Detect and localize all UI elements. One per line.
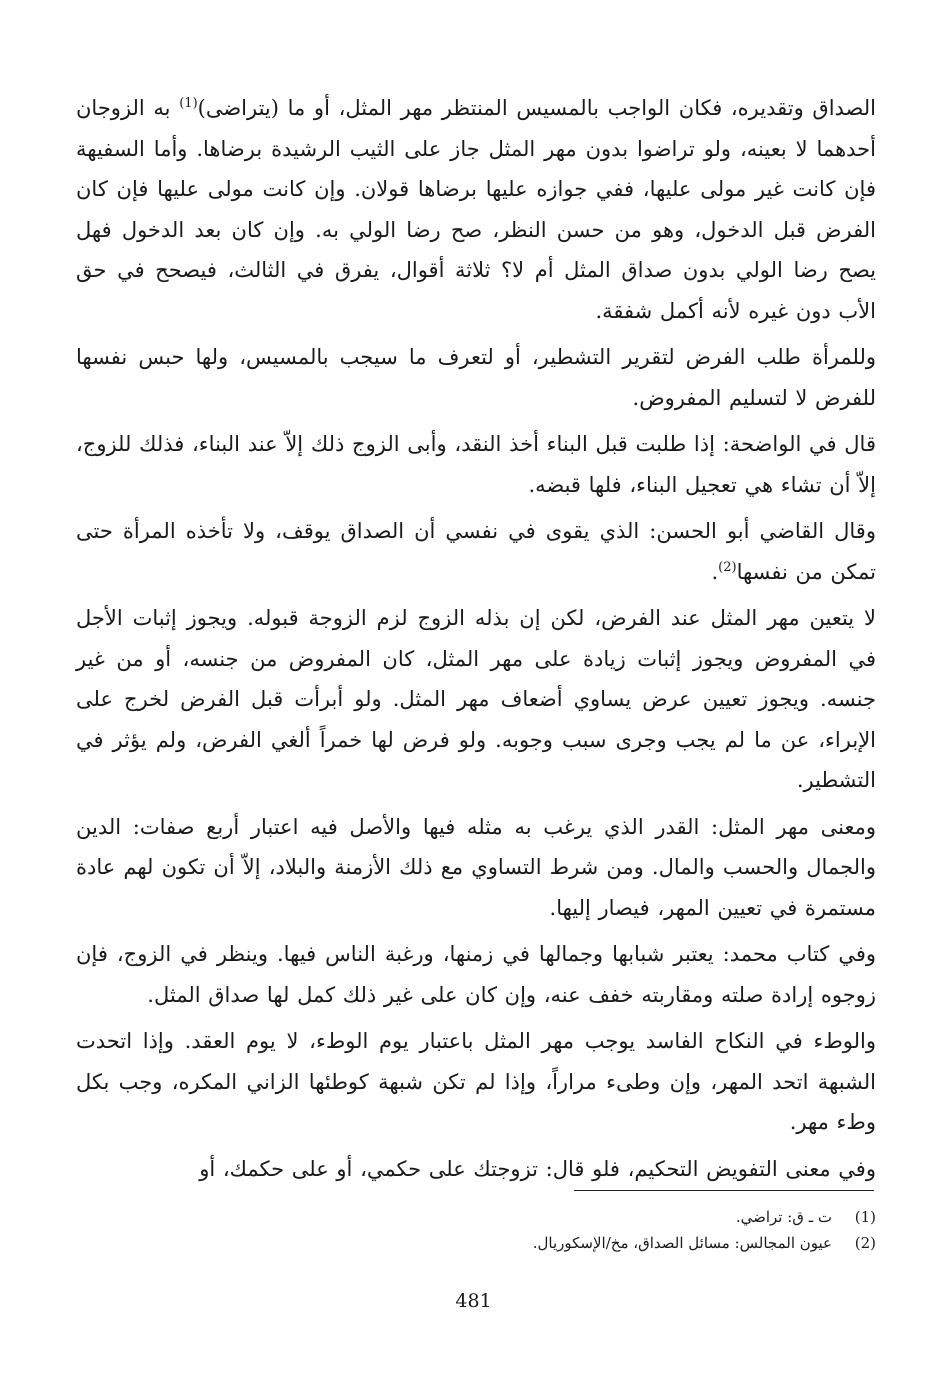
paragraph: وفي كتاب محمد: يعتبر شبابها وجمالها في زمنها، ورغبة الناس فيها. وينظر في الزوج، فإن زوجوه إرادة صلته ومقاربته خفف عنه، وإن كان على غير ذلك كمل لها صداق المثل. <box>76 942 876 1007</box>
footnote-ref: (1) <box>179 96 198 111</box>
footnote-divider <box>574 1190 874 1191</box>
footnote-ref: (2) <box>718 559 737 575</box>
footnote <box>76 1204 876 1230</box>
paragraph: وللمرأة طلب الفرض لتقرير التشطير، أو لتعرف ما سيجب بالمسيس، ولها حبس نفسها للفرض لا لتسليم المفروض. <box>76 345 876 410</box>
page-body <box>76 88 876 1195</box>
footnotes <box>76 1204 876 1256</box>
footnote-number: (2) <box>854 1234 876 1252</box>
paragraph: وفي معنى التفويض التحكيم، فلو قال: تزوجتك على حكمي، أو على حكمك، أو <box>199 1156 876 1181</box>
paragraph: الصداق وتقديره، فكان الواجب بالمسيس المنتظر مهر المثل، أو ما (يتراضى)$^{(1)}$ به الزوجان أحدهما لا بعينه، ولو تراضوا بدون مهر المثل جاز على الثيب الرشيدة برضاها. وأما السفيهة فإن كانت غير مولى عليها، ففي جوازه عليها برضاها قولان. وإن كانت مولى عليها فإن كان الفرض قبل الدخول، وهو من حسن النظر، صح رضا الولي به. وإن كان بعد الدخول فهل يصح رضا الولي بدون صداق المثل أم لا؟ ثلاثة أقوال، يفرق في الثالث، فيصحح في حق الأب دون غيره لأنه أكمل شفقة. <box>76 96 877 323</box>
footnote <box>76 1230 876 1256</box>
footnote-text: عيون المجالس: مسائل الصداق، مخ/الإسكوريال. <box>532 1234 832 1252</box>
paragraph: وقال القاضي أبو الحسن: الذي يقوى في نفسي أن الصداق يوقف، ولا تأخذه المرأة حتى تمكن من نفسها$^{(2)}$. <box>76 519 876 584</box>
paragraph: لا يتعين مهر المثل عند الفرض، لكن إن بذله الزوج لزم الزوجة قبوله. ويجوز إثبات الأجل في المفروض ويجوز إثبات زيادة على مهر المثل، كان المفروض من جنسه، أو من غير جنسه. ويجوز تعيين عرض يساوي أضعاف مهر المثل. ولو أبرأت قبل الفرض لخرج على الإبراء، عن ما لم يجب وجرى سبب وجوبه. ولو فرض لها خمراً ألغي الفرض، ولم يؤثر في التشطير. <box>76 606 876 792</box>
page-number: 481 <box>455 1290 492 1312</box>
paragraph: والوطء في النكاح الفاسد يوجب مهر المثل باعتبار يوم الوطء، لا يوم العقد. وإذا اتحدت الشبهة اتحد المهر، وإن وطىء مراراً، وإذا لم تكن شبهة كوطئها الزاني المكره، وجب بكل وطء مهر. <box>76 1029 876 1134</box>
footnote-text: ت ـ ق: تراضي. <box>735 1208 832 1226</box>
paragraph: قال في الواضحة: إذا طلبت قبل البناء أخذ النقد، وأبى الزوج ذلك إلاّ عند البناء، فذلك للزوج، إلاّ أن تشاء هي تعجيل البناء، فلها قبضه. <box>76 432 876 497</box>
footnote-number: (1) <box>854 1208 876 1226</box>
paragraph: ومعنى مهر المثل: القدر الذي يرغب به مثله فيها والأصل فيه اعتبار أربع صفات: الدين والجمال والحسب والمال. ومن شرط التساوي مع ذلك الأزمنة والبلاد، إلاّ أن تكون لهم عادة مستمرة في تعيين المهر، فيصار إليها. <box>76 814 876 920</box>
